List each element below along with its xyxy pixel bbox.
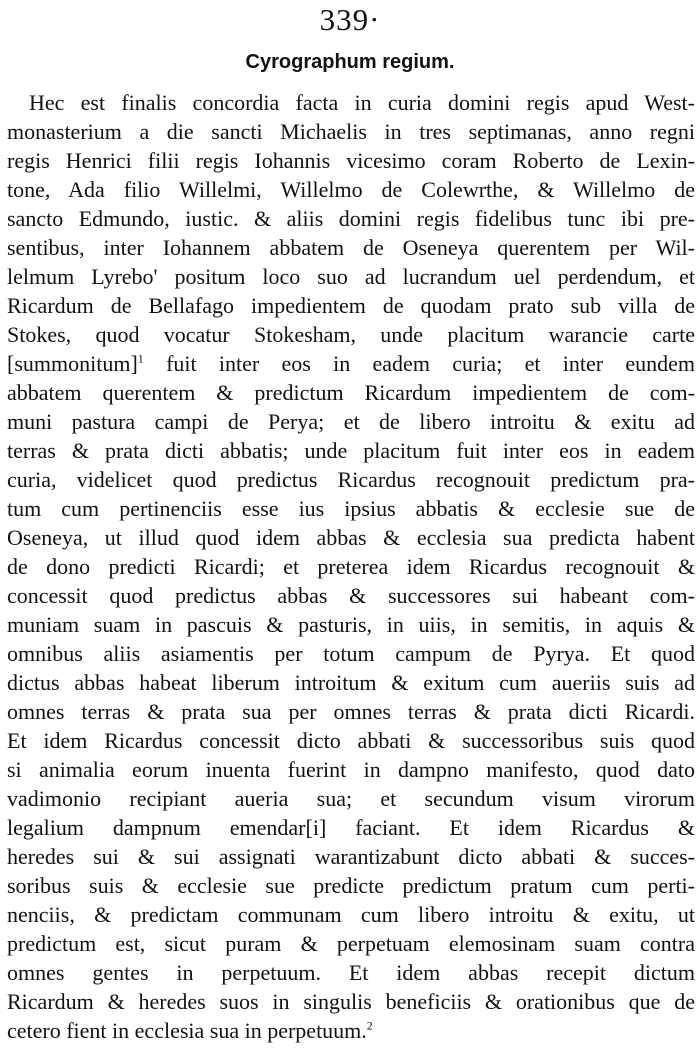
text-line: [summonitum]$^1$ fuit inter eos in eadem curia; et inter eundem <box>7 351 695 376</box>
text-line: vadimonio recipiant aueria sua; et secundum visum virorum <box>7 786 695 811</box>
section-heading: Cyrographum regium. <box>245 51 455 73</box>
text-line: Oseneya, ut illud quod idem abbas & ecclesia sua predicta habent <box>7 525 695 550</box>
text-line: tone, Ada filio Willelmi, Willelmo de Colewrthe, & Willelmo de <box>7 177 695 202</box>
text-line: predictum est, sicut puram & perpetuam elemosinam suam contra <box>7 931 695 956</box>
text-line: curia, videlicet quod predictus Ricardus recognouit predictum pra- <box>7 467 695 492</box>
text-line: nenciis, & predictam communam cum libero introitu & exitu, ut <box>7 902 695 927</box>
text-line: abbatem querentem & predictum Ricardum impedientem de com- <box>7 380 695 405</box>
text-line: tum cum pertinenciis esse ius ipsius abbatis & ecclesie sue de <box>7 496 695 521</box>
text-line: de dono predicti Ricardi; et preterea idem Ricardus recognouit & <box>7 554 695 579</box>
footnote-marker: 1 <box>137 351 144 366</box>
text-line: Ricardum de Bellafago impedientem de quodam prato sub villa de <box>7 293 695 318</box>
text-line: Et idem Ricardus concessit dicto abbati & successoribus suis quod <box>7 728 695 753</box>
text-line: soribus suis & ecclesie sue predicte predictum pratum cum perti- <box>7 873 695 898</box>
text-line: sancto Edmundo, iustic. & aliis domini regis fidelibus tunc ibi pre- <box>7 206 695 231</box>
text-line: muniam suam in pascuis & pasturis, in uiis, in semitis, in aquis & <box>7 612 695 637</box>
text-line: Stokes, quod vocatur Stokesham, unde placitum warancie carte <box>7 322 695 347</box>
text-line: regis Henrici filii regis Iohannis vicesimo coram Roberto de Lexin- <box>7 148 695 173</box>
text-line: omnibus aliis asiamentis per totum campum de Pyrya. Et quod <box>7 641 695 666</box>
text-line: monasterium a die sancti Michaelis in tres septimanas, anno regni <box>7 119 695 144</box>
text-line: omnes terras & prata sua per omnes terras & prata dicti Ricardi. <box>7 699 695 724</box>
text-line: Ricardum & heredes suos in singulis beneficiis & orationibus que de <box>7 989 695 1014</box>
text-line: omnes gentes in perpetuum. Et idem abbas recepit dictum <box>7 960 695 985</box>
charter-text <box>7 88 695 1045</box>
text-line: muni pastura campi de Perya; et de libero introitu & exitu ad <box>7 409 695 434</box>
text-line: lelmum Lyrebo' positum loco suo ad lucrandum uel perdendum, et <box>7 264 695 289</box>
text-line: terras & prata dicti abbatis; unde placitum fuit inter eos in eadem <box>7 438 695 463</box>
text-line: cetero fient in ecclesia sua in perpetuum.$^2$ <box>7 1018 373 1043</box>
page-number: 339· <box>319 2 381 37</box>
text-line: sentibus, inter Iohannem abbatem de Oseneya querentem per Wil- <box>7 235 695 260</box>
text-line: si animalia eorum inuenta fuerint in dampno manifesto, quod dato <box>7 757 695 782</box>
text-line: dictus abbas habeat liberum introitum & exitum cum aueriis suis ad <box>7 670 695 695</box>
text-line: legalium dampnum emendar[i] faciant. Et idem Ricardus & <box>7 815 695 840</box>
text-line: concessit quod predictus abbas & successores sui habeant com- <box>7 583 695 608</box>
text-line: Hec est finalis concordia facta in curia domini regis apud West- <box>29 90 695 115</box>
text-line: heredes sui & sui assignati warantizabunt dicto abbati & succes- <box>7 844 695 869</box>
footnote-marker: 2 <box>366 1018 373 1033</box>
